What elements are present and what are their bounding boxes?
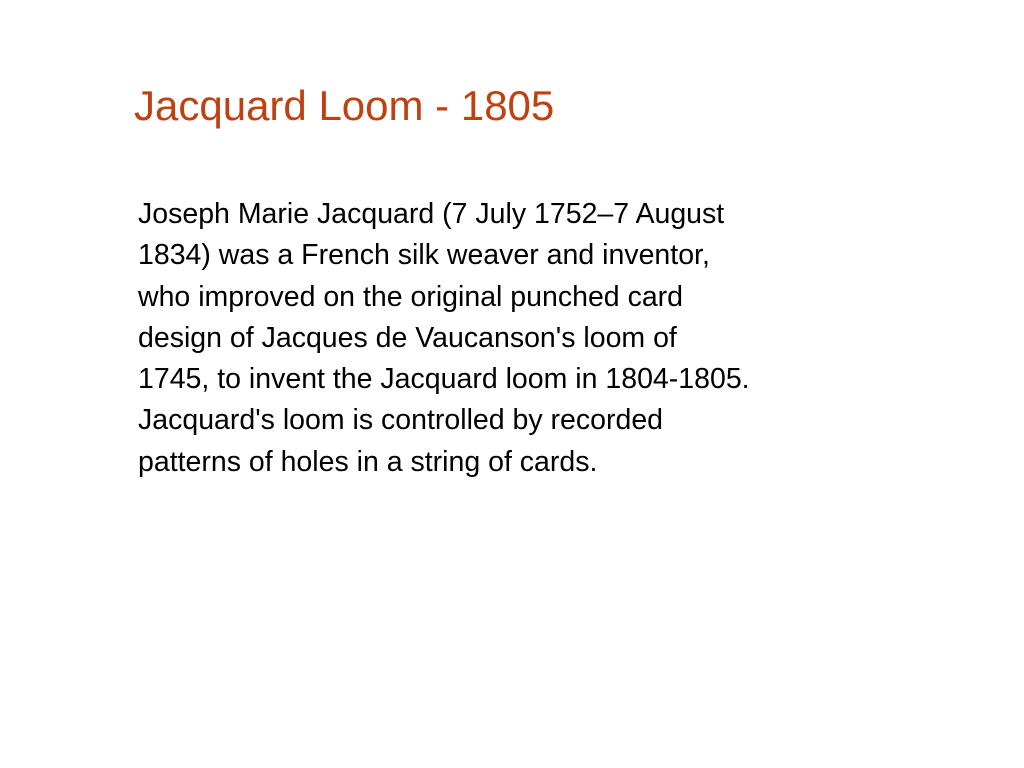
body-line: 1745, to invent the Jacquard loom in 1804-1805. [138, 363, 750, 396]
slide-title: Jacquard Loom - 1805 [134, 82, 555, 129]
body-line: Joseph Marie Jacquard (7 July 1752–7 August [138, 198, 725, 230]
body-line: who improved on the original punched card [138, 280, 684, 313]
body-line: 1834) was a French silk weaver and inventor, [138, 239, 710, 272]
body-line: Jacquard's loom is controlled by recorded [138, 404, 664, 437]
body-line: design of Jacques de Vaucanson's loom of [138, 321, 677, 354]
slide-body-text [138, 194, 750, 483]
body-line: patterns of holes in a string of cards. [138, 445, 598, 478]
